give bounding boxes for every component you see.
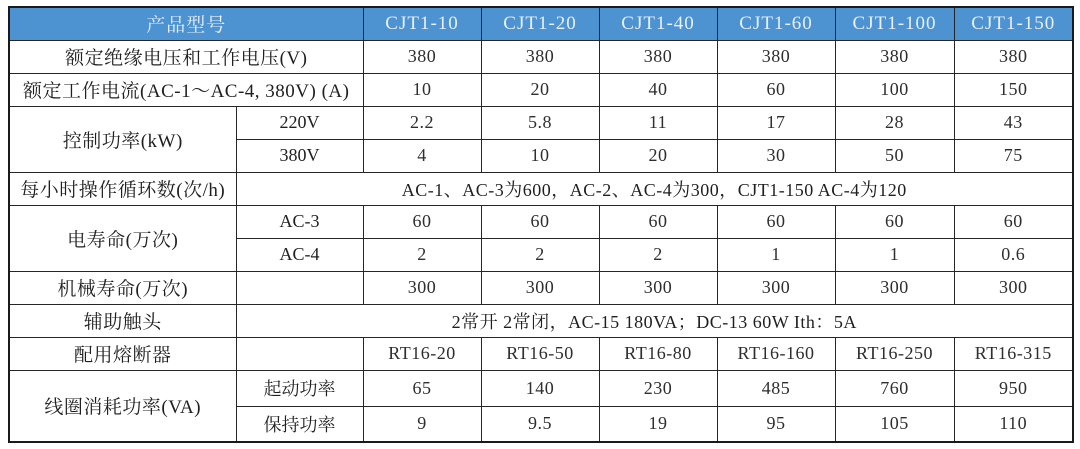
value-cell: 2 [363, 238, 481, 271]
value-cell: RT16-20 [363, 337, 481, 370]
value-cell: RT16-250 [835, 337, 954, 370]
row-label: 额定工作电流(AC-1～AC-4, 380V) (A) [9, 73, 363, 106]
value-cell: 65 [363, 370, 481, 406]
value-cell: 40 [599, 73, 717, 106]
value-cell: 2.2 [363, 106, 481, 139]
header-cell-model: CJT1-20 [481, 7, 599, 40]
row-rated-current [9, 73, 1073, 106]
value-cell: RT16-315 [954, 337, 1073, 370]
row-fuse [9, 337, 1073, 370]
value-cell: 300 [481, 271, 599, 304]
value-cell: 10 [481, 139, 599, 172]
value-cell: 0.6 [954, 238, 1073, 271]
value-cell: 50 [835, 139, 954, 172]
value-cell: 110 [954, 406, 1073, 442]
value-cell: 60 [717, 205, 835, 238]
header-cell-model: CJT1-100 [835, 7, 954, 40]
header-cell-model: CJT1-150 [954, 7, 1073, 40]
value-cell: 2 [481, 238, 599, 271]
row-label: 机械寿命(万次) [9, 271, 236, 304]
span-text-cell: AC-1、AC-3为600，AC-2、AC-4为300，CJT1-150 AC-4为120 [236, 172, 1073, 205]
row-mechanical-life [9, 271, 1073, 304]
value-cell: 380 [481, 40, 599, 73]
value-cell: 380 [717, 40, 835, 73]
value-cell: 60 [363, 205, 481, 238]
row-rated-voltage [9, 40, 1073, 73]
value-cell: 43 [954, 106, 1073, 139]
value-cell: 760 [835, 370, 954, 406]
row-coil-power-start [9, 370, 1073, 406]
row-label: 每小时操作循环数(次/h) [9, 172, 236, 205]
row-control-power-220v [9, 106, 1073, 139]
value-cell: 230 [599, 370, 717, 406]
value-cell: 30 [717, 139, 835, 172]
row-label: 控制功率(kW) [9, 106, 236, 172]
row-label: 额定绝缘电压和工作电压(V) [9, 40, 363, 73]
value-cell: 2 [599, 238, 717, 271]
value-cell: 950 [954, 370, 1073, 406]
sub-label: 380V [236, 139, 363, 172]
value-cell: 5.8 [481, 106, 599, 139]
value-cell: 20 [599, 139, 717, 172]
sub-label: AC-4 [236, 238, 363, 271]
row-label: 配用熔断器 [9, 337, 236, 370]
value-cell: 95 [717, 406, 835, 442]
value-cell: 60 [717, 73, 835, 106]
value-cell: 380 [363, 40, 481, 73]
value-cell: 150 [954, 73, 1073, 106]
value-cell: 100 [835, 73, 954, 106]
value-cell: 140 [481, 370, 599, 406]
value-cell: RT16-80 [599, 337, 717, 370]
spec-table [8, 6, 1074, 443]
row-auxiliary-contacts [9, 304, 1073, 337]
value-cell: 300 [954, 271, 1073, 304]
value-cell: 60 [599, 205, 717, 238]
header-row [9, 7, 1073, 40]
value-cell: 19 [599, 406, 717, 442]
row-label: 电寿命(万次) [9, 205, 236, 271]
value-cell: 485 [717, 370, 835, 406]
value-cell: 9 [363, 406, 481, 442]
row-label: 辅助触头 [9, 304, 236, 337]
value-cell: 105 [835, 406, 954, 442]
value-cell: 380 [599, 40, 717, 73]
value-cell: 28 [835, 106, 954, 139]
value-cell: RT16-50 [481, 337, 599, 370]
value-cell: 60 [481, 205, 599, 238]
sub-label: 220V [236, 106, 363, 139]
empty-cell [236, 271, 363, 304]
value-cell: 380 [954, 40, 1073, 73]
value-cell: 380 [835, 40, 954, 73]
value-cell: 300 [717, 271, 835, 304]
header-cell-model: CJT1-40 [599, 7, 717, 40]
value-cell: 75 [954, 139, 1073, 172]
value-cell: 20 [481, 73, 599, 106]
value-cell: 9.5 [481, 406, 599, 442]
value-cell: 1 [835, 238, 954, 271]
value-cell: 1 [717, 238, 835, 271]
value-cell: 10 [363, 73, 481, 106]
row-operating-cycles [9, 172, 1073, 205]
value-cell: 60 [954, 205, 1073, 238]
header-cell-product-model: 产品型号 [9, 7, 363, 40]
row-electrical-life-ac3 [9, 205, 1073, 238]
header-cell-model: CJT1-10 [363, 7, 481, 40]
value-cell: 300 [835, 271, 954, 304]
value-cell: 17 [717, 106, 835, 139]
header-cell-model: CJT1-60 [717, 7, 835, 40]
value-cell: 11 [599, 106, 717, 139]
value-cell: RT16-160 [717, 337, 835, 370]
value-cell: 60 [835, 205, 954, 238]
span-text-cell: 2常开 2常闭，AC-15 180VA；DC-13 60W Ith：5A [236, 304, 1073, 337]
value-cell: 4 [363, 139, 481, 172]
value-cell: 300 [599, 271, 717, 304]
empty-cell [236, 337, 363, 370]
sub-label: 保持功率 [236, 406, 363, 442]
value-cell: 300 [363, 271, 481, 304]
row-label: 线圈消耗功率(VA) [9, 370, 236, 442]
sub-label: AC-3 [236, 205, 363, 238]
sub-label: 起动功率 [236, 370, 363, 406]
